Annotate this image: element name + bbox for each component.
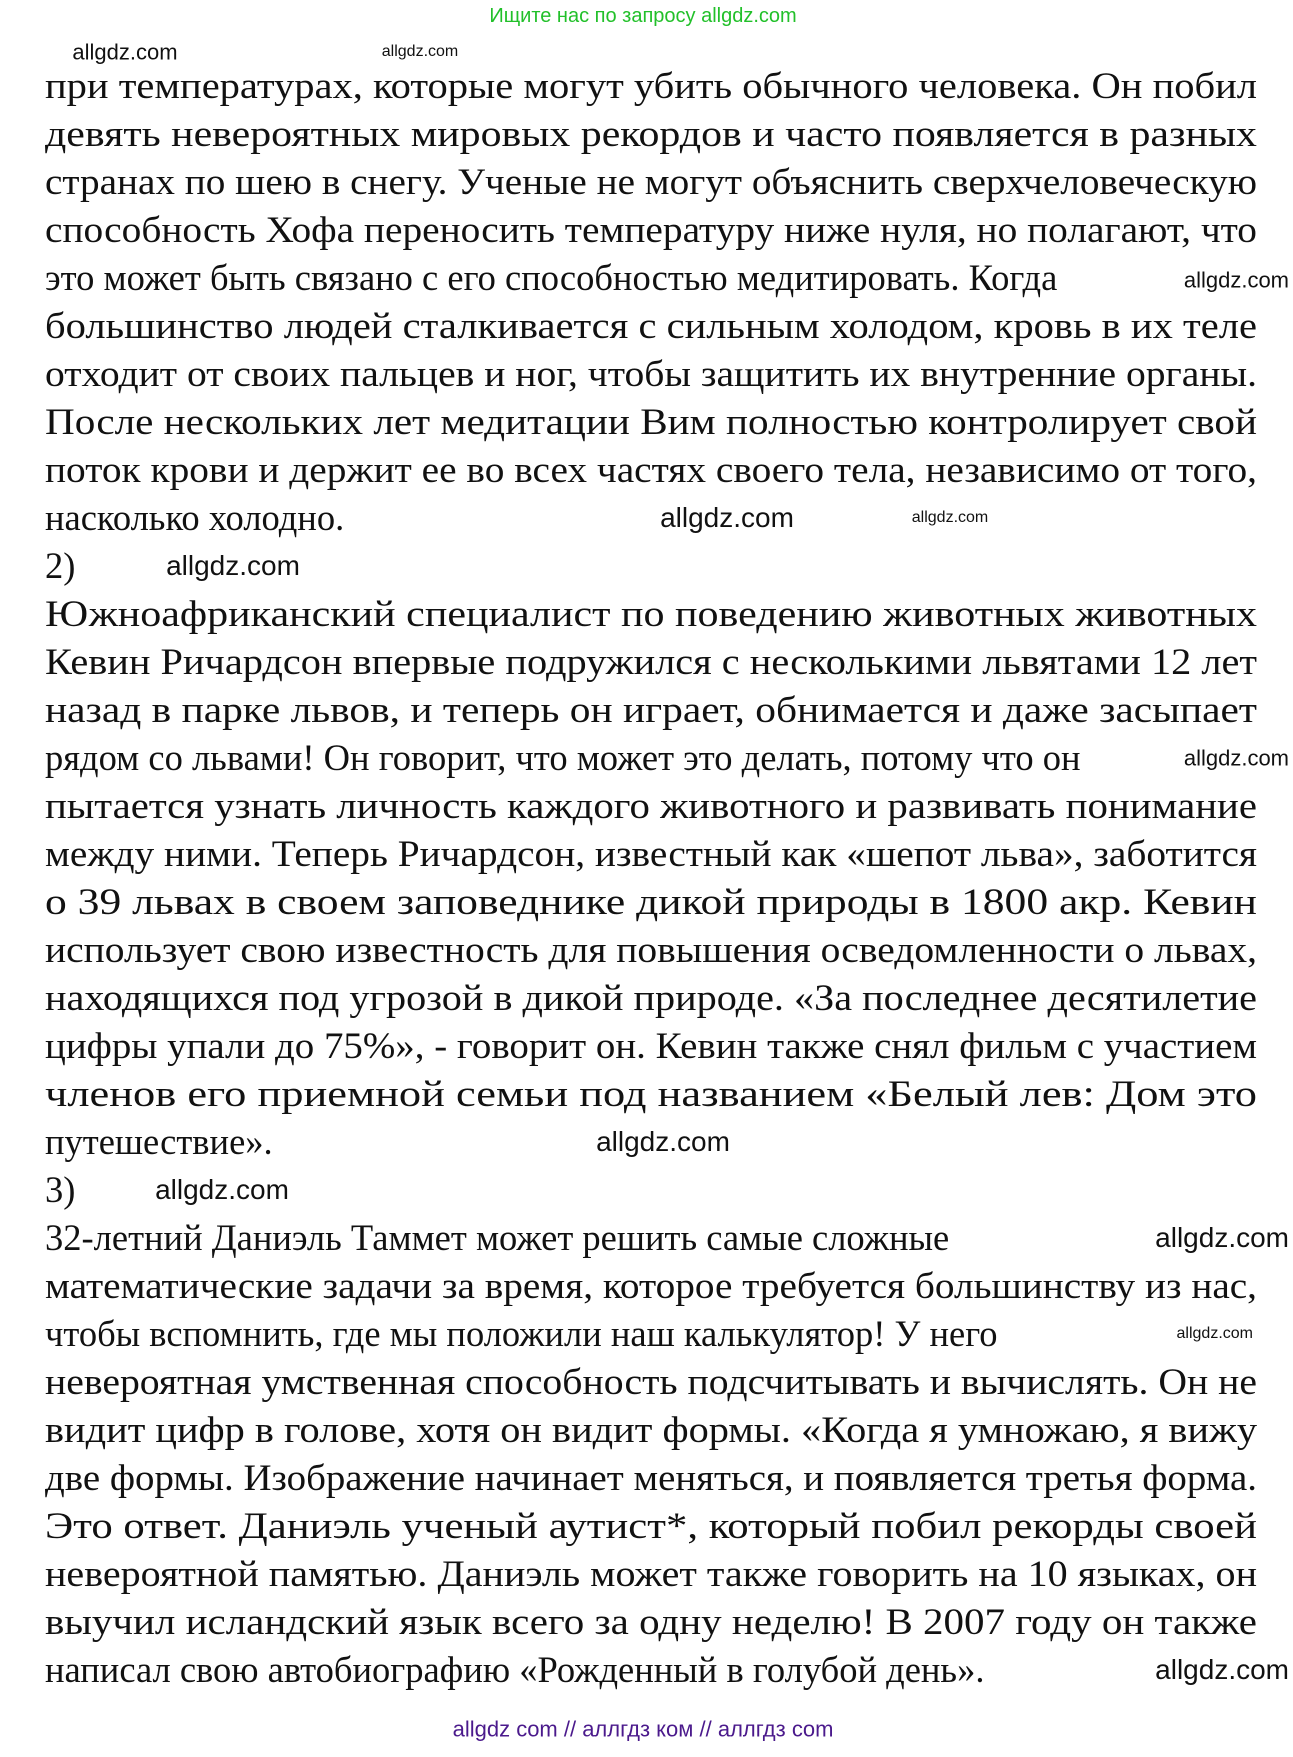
text-line-content: странах по шею в снегу. Ученые не могут объяснить сверхчеловеческую	[45, 161, 1257, 202]
text-line-content: девять невероятных мировых рекордов и часто появляется в разных	[45, 113, 1257, 154]
text-line-content: выучил исландский язык всего за одну неделю! В 2007 году он также	[45, 1601, 1257, 1642]
text-line	[45, 1553, 1257, 1594]
text-line-content: членов его приемной семьи под названием «Белый лев: Дом это	[45, 1073, 1257, 1114]
text-line-content: отходит от своих пальцев и ног, чтобы защитить их внутренние органы.	[45, 353, 1257, 394]
text-line-content: чтобы вспомнить, где мы положили наш калькулятор! У него	[45, 1313, 998, 1354]
text-line-content: математические задачи за время, которое требуется большинству из нас,	[45, 1265, 1258, 1306]
watermark: allgdz.com	[1155, 1222, 1289, 1253]
text-line	[45, 161, 1257, 202]
text-line	[45, 1121, 273, 1162]
text-line	[45, 1505, 1257, 1546]
text-line-content: путешествие».	[45, 1121, 273, 1162]
text-line	[45, 1649, 985, 1690]
watermark: allgdz.com	[911, 509, 989, 526]
text-line	[45, 353, 1257, 394]
watermark: allgdz.com	[1183, 267, 1289, 293]
text-line-content: поток крови и держит ее во всех частях своего тела, независимо от того,	[45, 449, 1257, 490]
text-line-content: это может быть связано с его способностью медитировать. Когда	[45, 257, 1058, 298]
watermark: allgdz.com	[1155, 1654, 1289, 1685]
text-line-content: между ними. Теперь Ричардсон, известный как «шепот льва», заботится	[45, 833, 1257, 874]
text-line	[45, 737, 1081, 778]
text-line	[45, 1073, 1257, 1114]
text-line-content: использует свою известность для повышения осведомленности о львах,	[45, 929, 1257, 970]
top-banner: Ищите нас по запросу allgdz.com	[489, 5, 797, 27]
text-line	[45, 1457, 1257, 1498]
text-line-content: цифры упали до 75%», - говорит он. Кевин также снял фильм с участием	[45, 1025, 1257, 1066]
text-line-content: о 39 львах в своем заповеднике дикой природы в 1800 акр. Кевин	[45, 881, 1257, 922]
text-line-content: две формы. Изображение начинает меняться, и появляется третья форма.	[45, 1457, 1257, 1498]
watermark: allgdz.com	[1176, 1325, 1253, 1342]
bottom-banner: allgdz com // аллгдз ком // аллгдз com	[452, 1716, 834, 1742]
text-line	[45, 257, 1058, 298]
text-line	[45, 209, 1257, 250]
text-line	[45, 593, 1257, 634]
text-line-content: написал свою автобиографию «Рожденный в голубой день».	[45, 1649, 985, 1690]
section-number	[45, 1169, 76, 1210]
text-line-content: невероятной памятью. Даниэль может также говорить на 10 языках, он	[45, 1553, 1257, 1594]
text-line	[45, 1409, 1257, 1450]
text-line	[45, 305, 1257, 346]
text-line	[45, 1025, 1257, 1066]
watermark: allgdz.com	[596, 1126, 730, 1157]
text-line	[45, 1361, 1257, 1402]
watermark: allgdz.com	[72, 39, 178, 65]
text-line	[45, 929, 1257, 970]
text-line-content: назад в парке львов, и теперь он играет, обнимается и даже засыпает	[45, 689, 1257, 730]
text-line-content: Это ответ. Даниэль ученый аутист*, который побил рекорды своей	[45, 1505, 1257, 1546]
text-line	[45, 641, 1257, 682]
text-line	[45, 1313, 998, 1354]
text-line-content: 2)	[45, 545, 76, 586]
text-line	[45, 785, 1257, 826]
section-number	[45, 545, 76, 586]
text-line-content: пытается узнать личность каждого животного и развивать понимание	[45, 785, 1257, 826]
text-line-content: После нескольких лет медитации Вим полностью контролирует свой	[45, 401, 1257, 442]
watermark: allgdz.com	[166, 550, 300, 581]
text-line	[45, 977, 1257, 1018]
text-line-content: 32-летний Даниэль Таммет может решить самые сложные	[45, 1217, 950, 1258]
text-line-content: находящихся под угрозой в дикой природе. «За последнее десятилетие	[45, 977, 1257, 1018]
text-line	[45, 1601, 1257, 1642]
text-line-content: видит цифр в голове, хотя он видит формы. «Когда я умножаю, я вижу	[45, 1409, 1257, 1450]
text-line-content: большинство людей сталкивается с сильным холодом, кровь в их теле	[45, 305, 1257, 346]
text-line	[45, 401, 1257, 442]
text-line	[45, 449, 1258, 490]
text-line-content: при температурах, которые могут убить обычного человека. Он побил	[45, 65, 1257, 106]
text-line	[45, 113, 1257, 154]
text-line	[45, 833, 1257, 874]
text-line	[45, 881, 1257, 922]
text-line-content: способность Хофа переносить температуру ниже нуля, но полагают, что	[45, 209, 1257, 250]
text-line-content: 3)	[45, 1169, 76, 1210]
watermark: allgdz.com	[381, 43, 459, 60]
watermark: allgdz.com	[660, 502, 794, 533]
text-line	[45, 65, 1257, 106]
text-line-content: насколько холодно.	[45, 497, 345, 538]
watermark: allgdz.com	[1183, 745, 1289, 771]
text-line-content: Южноафриканский специалист по поведению животных животных	[45, 593, 1257, 634]
text-line	[45, 1217, 950, 1258]
text-line	[45, 1265, 1258, 1306]
watermark: allgdz.com	[155, 1174, 289, 1205]
text-line-content: невероятная умственная способность подсчитывать и вычислять. Он не	[45, 1361, 1257, 1402]
text-line-content: рядом со львами! Он говорит, что может это делать, потому что он	[45, 737, 1081, 778]
text-line	[45, 689, 1257, 730]
text-line-content: Кевин Ричардсон впервые подружился с несколькими львятами 12 лет	[45, 641, 1257, 682]
text-line	[45, 497, 345, 538]
